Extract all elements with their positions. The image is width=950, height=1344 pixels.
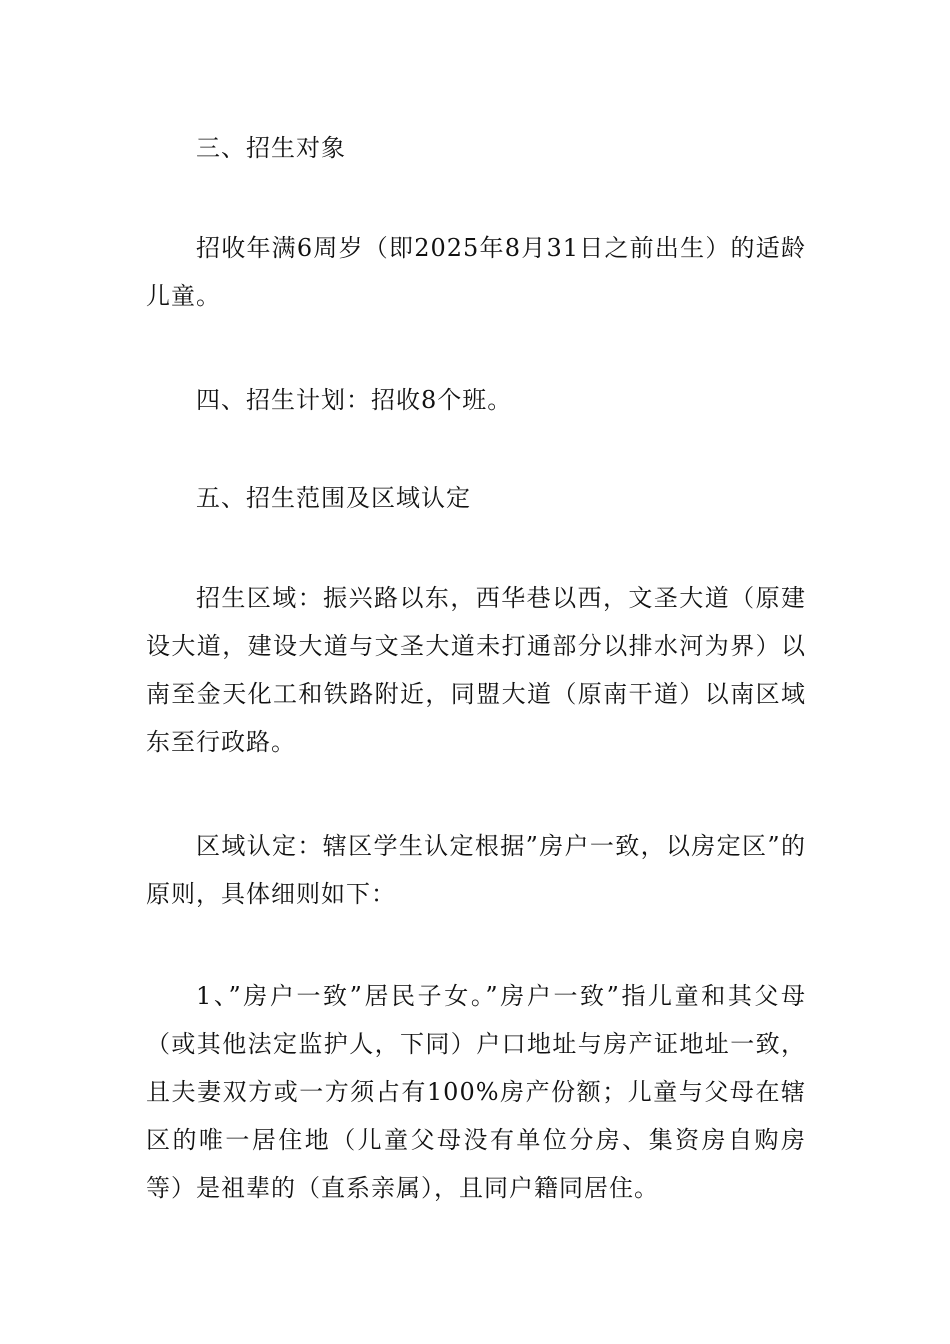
paragraph-zone-determination: 区域认定：辖区学生认定根据”房户一致，以房定区”的原则，具体细则如下： <box>146 832 806 908</box>
heading-enrollment-area: 五、招生范围及区域认定 <box>196 484 471 512</box>
paragraph-rule-1: 1、”房户一致”居民子女。”房户一致”指儿童和其父母（或其他法定监护人，下同）户口地址与房产证地址一致，且夫妻双方或一方须占有100%房产份额；儿童与父母在辖区的唯一居住地（儿童父母没有单位分房、集资房自购房等）是祖辈的（直系亲属），且同户籍同居住。 <box>146 982 806 1202</box>
paragraph-enrollment-zone: 招生区域：振兴路以东，西华巷以西，文圣大道（原建设大道，建设大道与文圣大道未打通部分以排水河为界）以南至金天化工和铁路附近，同盟大道（原南干道）以南区域东至行政路。 <box>146 584 806 756</box>
heading-enrollment-target: 三、招生对象 <box>196 134 346 162</box>
heading-enrollment-plan: 四、招生计划：招收8个班。 <box>196 386 513 414</box>
paragraph-enrollment-age: 招收年满6周岁（即2025年8月31日之前出生）的适龄儿童。 <box>146 234 806 310</box>
